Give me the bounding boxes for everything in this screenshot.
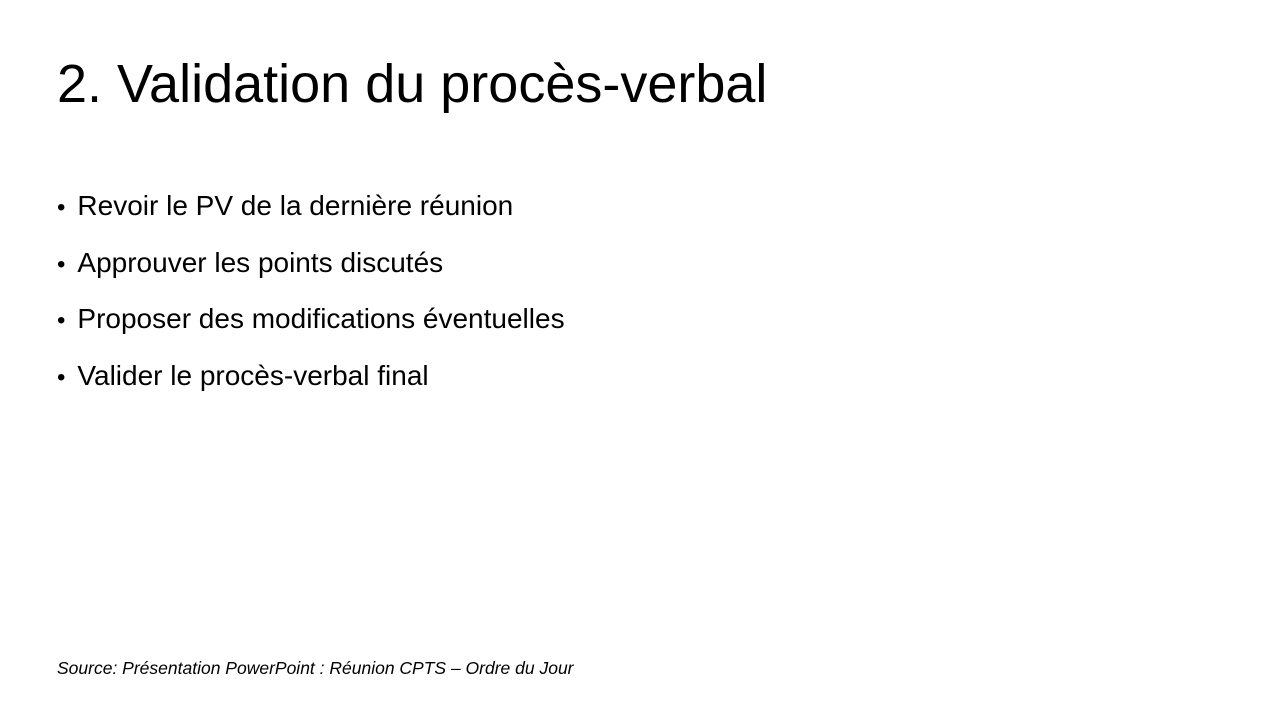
- list-item: [57, 236, 565, 293]
- source-attribution: Source: Présentation PowerPoint : Réunion CPTS – Ordre du Jour: [57, 658, 574, 678]
- bullet-icon: •: [57, 194, 66, 221]
- bullet-text: Valider le procès-verbal final: [77, 359, 429, 391]
- bullet-icon: •: [57, 307, 66, 334]
- bullet-text: Approuver les points discutés: [77, 246, 444, 278]
- bullet-text: Revoir le PV de la dernière réunion: [77, 190, 514, 221]
- bullet-text: Proposer des modifications éventuelles: [77, 303, 565, 334]
- list-item: [57, 349, 565, 406]
- list-item: [57, 292, 565, 349]
- list-item: [57, 179, 565, 236]
- bullet-list: [57, 179, 565, 405]
- slide-title: 2. Validation du procès-verbal: [57, 54, 768, 114]
- bullet-icon: •: [57, 250, 66, 278]
- bullet-icon: •: [57, 363, 66, 391]
